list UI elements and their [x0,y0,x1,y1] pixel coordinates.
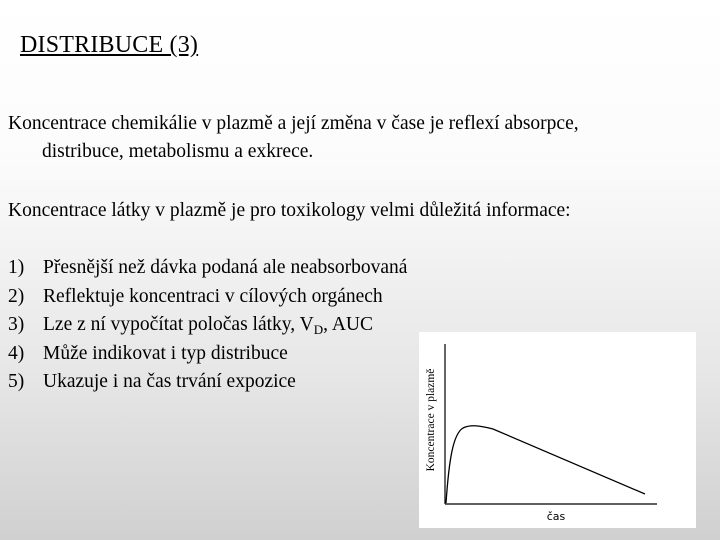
x-axis-label: čas [546,510,566,523]
paragraph-absorption [8,110,720,166]
list-item-text: Reflektuje koncentraci v cílových orgánech [43,285,383,307]
list-item-number: 5) [8,371,25,393]
list-item [8,368,407,397]
list-item-text: Může indikovat i typ distribuce [43,342,288,364]
paragraph-importance: Koncentrace látky v plazmě je pro toxikology velmi důležitá informace: [8,200,571,221]
list-item [8,254,407,283]
list-item-text-main: Lze z ní vypočítat poločas látky, V [43,314,314,336]
list-item-text: Přesnější než dávka podaná ale neabsorbovaná [43,257,408,278]
volume-subscript: D [313,322,324,338]
list-item [8,283,407,312]
list-item [8,340,407,369]
list-item-text-tail: , AUC [323,314,374,336]
slide-title: DISTRIBUCE (3) [20,32,199,58]
list-item [8,311,407,340]
y-axis-label: Koncentrace v plazmě [425,368,437,472]
list-item-number: 1) [8,257,25,278]
list-item-number: 2) [8,285,25,307]
concentration-time-plot [419,332,696,528]
list-item-text [43,311,373,340]
paragraph-absorption-line1: Koncentrace chemikálie v plazmě a její změna v čase je reflexí absorpce, [8,113,579,134]
list-item-number: 3) [8,314,25,336]
list-item-text: Ukazuje i na čas trvání expozice [43,371,296,393]
paragraph-absorption-line2: distribuce, metabolismu a exkrece. [42,141,314,162]
list-item-number: 4) [8,342,25,364]
concentration-curve [446,426,645,503]
concentration-time-figure [419,332,696,528]
numbered-list [8,254,407,397]
